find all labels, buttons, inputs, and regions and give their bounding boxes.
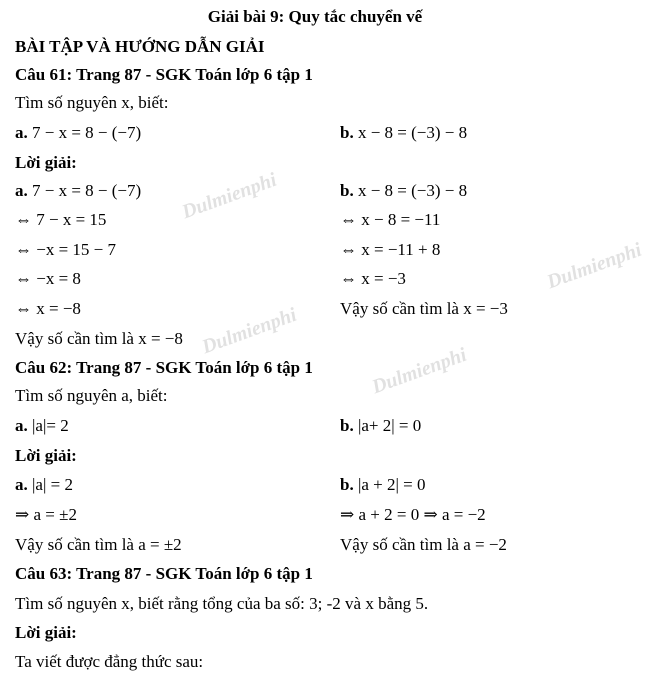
- q62-a-label: a.: [15, 416, 28, 435]
- q61-part-a: [15, 122, 141, 144]
- q62-solution-label: Lời giải:: [15, 446, 77, 465]
- q61-a-text: 7 − x = 8 − (−7): [32, 123, 142, 142]
- q61-sol-a-step: ⇔ x = −8: [15, 299, 81, 318]
- q62-sol-b-label: b.: [340, 475, 354, 494]
- q63-line1: Ta viết được đẳng thức sau:: [15, 652, 204, 671]
- q61-b-label: b.: [340, 123, 354, 142]
- q61-sol-a-step: ⇔ 7 − x = 15: [15, 210, 107, 229]
- q62-prompt: Tìm số nguyên a, biết:: [15, 386, 168, 405]
- q62-title: Câu 62: Trang 87 - SGK Toán lớp 6 tập 1: [15, 358, 313, 377]
- q61-solution-label: Lời giải:: [15, 153, 77, 172]
- q62-sol-a-step: ⇒ a = ±2: [15, 505, 77, 524]
- q62-part-a: [15, 415, 69, 437]
- q61-sol-a-conclusion: Vậy số cần tìm là x = −8: [15, 329, 183, 348]
- q62-b-label: b.: [340, 416, 354, 435]
- q61-sol-a-step: ⇔ −x = 8: [15, 269, 81, 288]
- watermark-logo: Dulmienphi: [179, 168, 280, 224]
- q63-solution-label: Lời giải:: [15, 623, 77, 642]
- q61-b-text: x − 8 = (−3) − 8: [357, 123, 468, 142]
- q63-prompt: Tìm số nguyên x, biết rằng tổng của ba số: 3; -2 và x bằng 5.: [15, 594, 429, 613]
- page-title: Giải bài 9: Quy tắc chuyển vế: [207, 7, 423, 26]
- q62-sol-a-label: a.: [15, 475, 28, 494]
- q62-sol-a-conclusion: Vậy số cần tìm là a = ±2: [15, 535, 182, 554]
- q61-sol-b-step: ⇔ x = −11 + 8: [340, 240, 441, 259]
- q61-sol-b-text: x − 8 = (−3) − 8: [357, 181, 468, 200]
- q62-sol-b-conclusion: Vậy số cần tìm là a = −2: [340, 535, 507, 554]
- q62-sol-b-line: [340, 474, 426, 496]
- q61-part-b: [340, 122, 467, 144]
- q61-a-label: a.: [15, 123, 28, 142]
- q61-sol-b-step: ⇔ x − 8 = −11: [340, 210, 441, 229]
- q61-sol-a-step: ⇔ −x = 15 − 7: [15, 240, 117, 259]
- q61-sol-a-label: a.: [15, 181, 28, 200]
- q61-prompt: Tìm số nguyên x, biết:: [15, 93, 169, 112]
- q61-sol-b-label: b.: [340, 181, 354, 200]
- q61-sol-b-line: [340, 180, 467, 202]
- q62-sol-b-text: |a + 2| = 0: [357, 475, 426, 494]
- watermark-logo: Dulmienphi: [544, 238, 645, 294]
- q61-sol-a-line: [15, 180, 141, 202]
- q62-b-text: |a+ 2| = 0: [357, 416, 422, 435]
- q61-sol-a-text: 7 − x = 8 − (−7): [32, 181, 142, 200]
- q63-title: Câu 63: Trang 87 - SGK Toán lớp 6 tập 1: [15, 564, 313, 583]
- q61-title: Câu 61: Trang 87 - SGK Toán lớp 6 tập 1: [15, 65, 313, 84]
- q62-sol-a-text: |a| = 2: [32, 475, 73, 494]
- q62-a-text: |a|= 2: [32, 416, 69, 435]
- q62-part-b: [340, 415, 421, 437]
- q62-sol-a-line: [15, 474, 73, 496]
- q61-sol-b-step: ⇔ x = −3: [340, 269, 406, 288]
- watermark-logo: Dulmienphi: [199, 303, 300, 359]
- section-heading: BÀI TẬP VÀ HƯỚNG DẪN GIẢI: [15, 37, 265, 56]
- q62-sol-b-step: ⇒ a + 2 = 0 ⇒ a = −2: [340, 505, 486, 524]
- q61-sol-b-conclusion: Vậy số cần tìm là x = −3: [340, 299, 508, 318]
- watermark-logo: Dulmienphi: [369, 343, 470, 399]
